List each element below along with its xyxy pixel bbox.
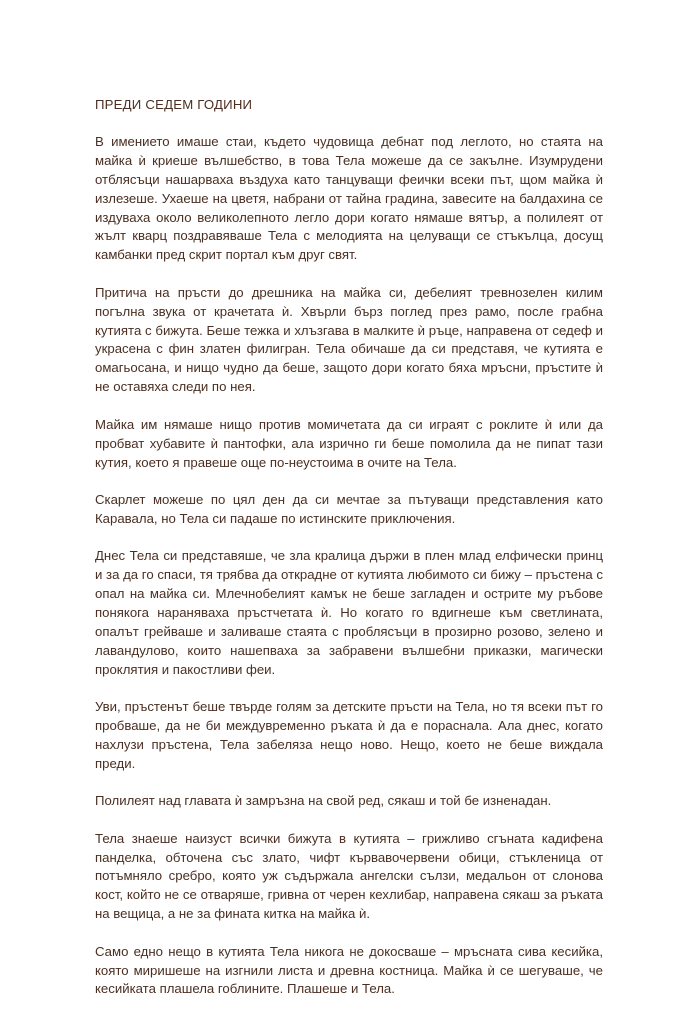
paragraph-6: Уви, пръстенът беше твърде голям за детските пръсти на Тела, но тя всеки път го пробваше, да не би междувременно ръката ѝ да е пораснала. Ала днес, когато нахлузи пръстена, Тела забеляза нещо ново. Нещо, което не беше виждала преди. [95,699,603,771]
paragraph-1: В имението имаше стаи, където чудовища дебнат под леглото, но стаята на майка ѝ криеше вълшебство, в това Тела можеше да се закълне. Изумрудени отблясъци нашарваха въздуха като танцуващи феички всеки път, щом майка ѝ излезеше. Ухаеше на цветя, набрани от тайна градина, завесите на балдахина се издуваха около великолепното легло дори когато нямаше вятър, а полилеят от жълт кварц поздравяваше Тела с мелодията на целуващи се стъкълца, досущ камбанки пред скрит портал към друг свят. [95,133,603,263]
document-body [95,96,603,1018]
paragraph-4: Скарлет можеше по цял ден да си мечтае за пътуващи представления като Каравала, но Тела си падаше по истинските приключения. [95,491,603,526]
paragraph-2: Притича на пръсти до дрешника на майка си, дебелият тревнозелен килим погълна звука от крачетата ѝ. Хвърли бърз поглед през рамо, после грабна кутията с бижута. Беше тежка и хлъзгава в малките ѝ ръце, направена от седеф и украсена с фин златен филигран. Тела обичаше да си представя, че кутията е омагьосана, и нищо чудно да беше, защото дори когато бяха мръсни, пръстите ѝ не оставяха следи по нея. [95,284,603,395]
paragraph-7: Полилеят над главата ѝ замръзна на свой ред, сякаш и той бе изненадан. [95,793,552,809]
paragraph-8: Тела знаеше наизуст всички бижута в кутията – грижливо сгъната кадифена панделка, обточена със злато, чифт кървавочервени обици, стъкленица от потъмняло сребро, която уж съдържала ангелски сълзи, медальон от слонова кост, който не се отваряше, гривна от черен кехлибар, направена сякаш за ръката на вещица, а не за фината китка на майка ѝ. [95,830,603,922]
paragraph-9: Само едно нещо в кутията Тела никога не докосваше – мръсната сива кесийка, която миришеше на изгнили листа и древна костница. Майка ѝ се шегуваше, че кесийката плашела гоблините. Плашеше и Тела. [95,943,603,997]
paragraph-3: Майка им нямаше нищо против момичетата да си играят с роклите ѝ или да пробват хубавите ѝ пантофки, ала изрично ги беше помолила да не пипат тази кутия, което я правеше още по-неустоима в очите на Тела. [95,416,603,470]
chapter-heading: ПРЕДИ СЕДЕМ ГОДИНИ [95,97,253,112]
paragraph-5: Днес Тела си представяше, че зла кралица държи в плен млад елфически принц и за да го спаси, тя трябва да открадне от кутията любимото си бижу – пръстена с опал на майка си. Млечнобелият камък не беше загладен и острите му ръбове понякога наранявaха пръстчетата ѝ. Но когато го вдигнеше към светлината, опалът грейваше и заливаше стаята с проблясъци в прозирно розово, зелено и лавандулово, които нашепваха за забравени вълшебни приказки, магически проклятия и пакостливи феи. [95,548,603,677]
